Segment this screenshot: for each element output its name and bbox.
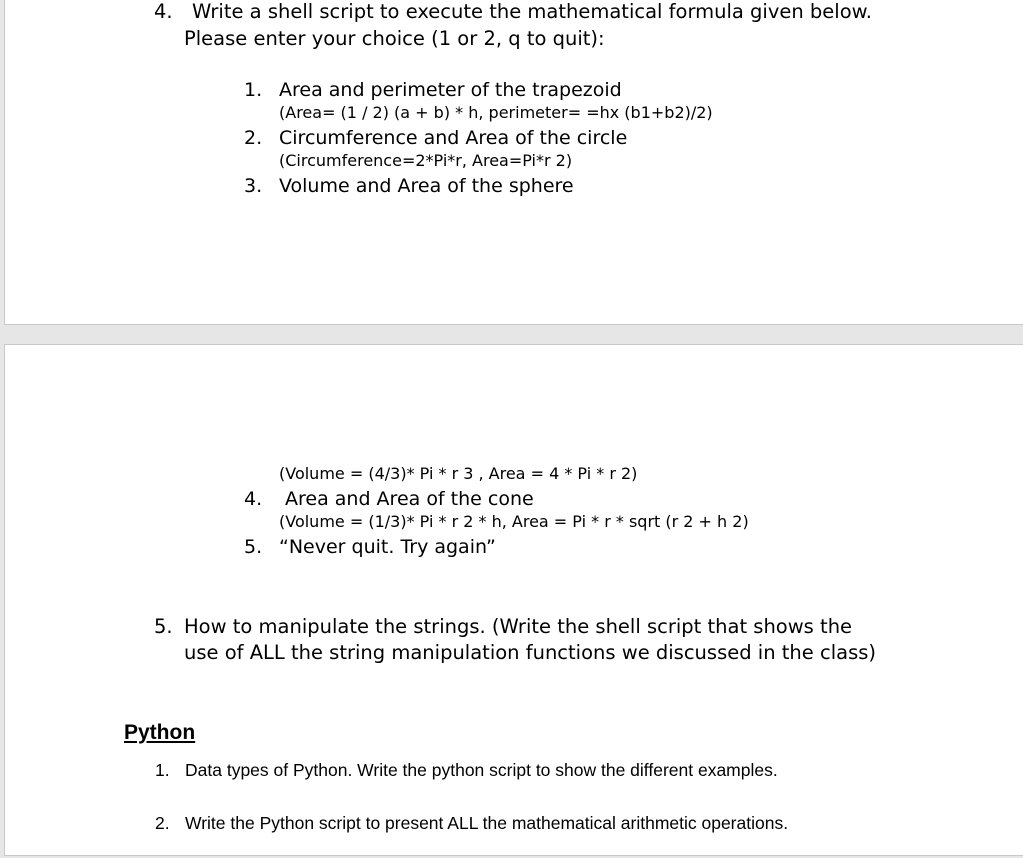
option-number: 2. — [244, 127, 263, 149]
option-title: “Never quit. Try again” — [279, 536, 496, 558]
option-formula: (Volume = (1/3)* Pi * r 2 * h, Area = Pi * r * sqrt (r 2 + h 2) — [279, 512, 749, 531]
python-item-text: Write the Python script to present ALL the mathematical arithmetic operations. — [185, 813, 789, 833]
option-number: 3. — [244, 175, 263, 197]
question-4-prompt: Please enter your choice (1 or 2, q to quit): — [184, 27, 605, 50]
question-4-number: 4. — [154, 0, 173, 23]
option-title: Volume and Area of the sphere — [279, 175, 574, 197]
option-formula: (Area= (1 / 2) (a + b) * h, perimeter= =hx (b1+b2)/2) — [279, 103, 713, 122]
python-item-text: Data types of Python. Write the python script to show the different examples. — [185, 760, 778, 780]
question-5-text-cont: use of ALL the string manipulation functions we discussed in the class) — [184, 641, 877, 664]
option-formula: (Circumference=2*Pi*r, Area=Pi*r 2) — [279, 151, 573, 170]
option-formula: (Volume = (4/3)* Pi * r 3 , Area = 4 * Pi * r 2) — [279, 464, 638, 483]
option-number: 5. — [244, 536, 263, 558]
question-5-number: 5. — [154, 615, 173, 638]
python-heading: Python — [124, 721, 196, 744]
question-4-text: Write a shell script to execute the mathematical formula given below. — [192, 0, 873, 23]
python-item-number: 2. — [155, 813, 170, 833]
option-title: Circumference and Area of the circle — [279, 127, 628, 149]
option-title: Area and Area of the cone — [285, 488, 534, 510]
option-number: 4. — [244, 488, 263, 510]
question-5-text: How to manipulate the strings. (Write the shell script that shows the — [184, 615, 853, 638]
option-title: Area and perimeter of the trapezoid — [279, 79, 622, 101]
option-number: 1. — [244, 79, 263, 101]
python-item-number: 1. — [155, 760, 170, 780]
